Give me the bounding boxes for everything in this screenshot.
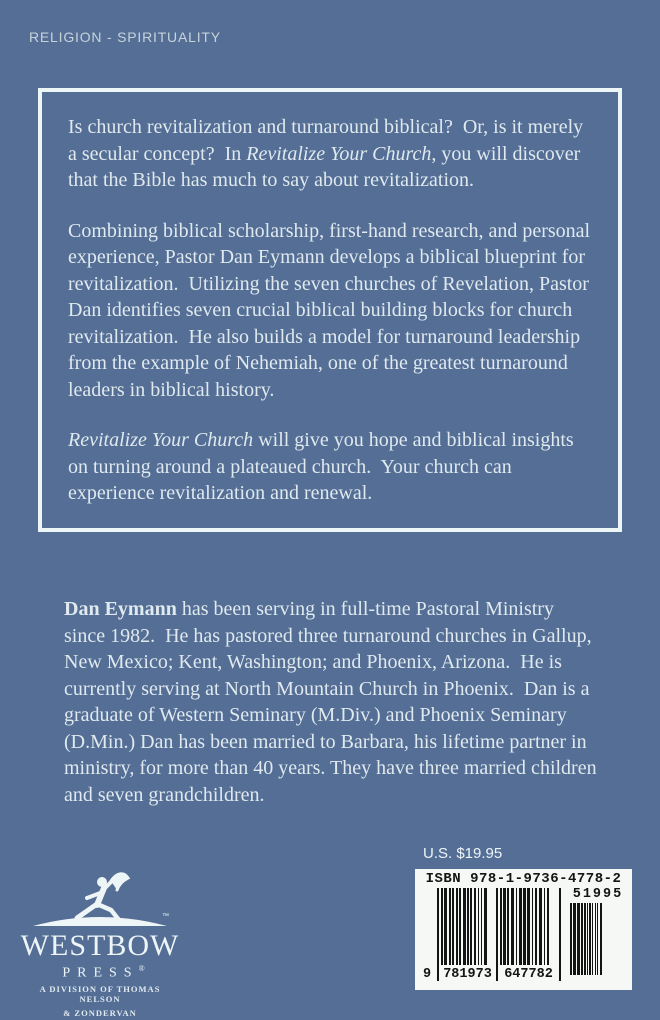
barcode-guard-left — [437, 888, 439, 981]
barcode-bars-right — [500, 888, 557, 965]
synopsis-paragraph-1: Is church revitalization and turnaround biblical? Or, is it merely a secular concept? In Revitalize Your Church, you will discover that the Bible has much to say about revitalization. — [68, 116, 589, 191]
publisher-press-label: PRESS® — [62, 964, 145, 981]
supplement-digits: 51995 — [572, 887, 624, 902]
publisher-division-line1: A DIVISION OF THOMAS NELSON — [39, 983, 161, 1005]
ean-lead-digit: 9 — [423, 967, 432, 982]
author-bio: Dan Eymann has been serving in full-time Pastoral Ministry since 1982. He has pastored three turnaround churches in Gallup, New Mexico; Kent, Washington; and Phoenix, Arizona. He is currently serving at North Mountain Church in Phoenix. Dan is a graduate of Western Seminary (M.Div.) and Phoenix Seminary (D.Min.) Dan has been married to Barbara, his lifetime partner in ministry, for more than 40 years. They have three married children and seven grandchildren. — [64, 598, 602, 806]
barcode-panel — [415, 869, 632, 990]
price-label: U.S. $19.95 — [423, 845, 503, 862]
category-label: RELIGION - SPIRITUALITY — [29, 29, 221, 45]
synopsis-box — [38, 88, 622, 532]
ean-digit-group-1: 781973 — [441, 967, 494, 982]
publisher-division-line2: & ZONDERVAN — [63, 1007, 137, 1018]
barcode-bars-left — [441, 888, 494, 965]
barcode-guard-middle — [496, 888, 498, 981]
westbow-archer-icon — [25, 868, 175, 930]
ean-barcode — [423, 888, 565, 986]
publisher-name: WESTBOW — [20, 929, 180, 962]
supplement-bars — [570, 903, 626, 975]
synopsis-paragraph-3: Revitalize Your Church will give you hope and biblical insights on turning around a plateaued church. Your church can experience revitalization and renewal. — [68, 429, 579, 504]
isbn-text: ISBN 978-1-9736-4778-2 — [425, 871, 622, 887]
tm-mark: ™ — [162, 913, 169, 920]
publisher-logo — [20, 868, 180, 1018]
synopsis-paragraph-2: Combining biblical scholarship, first-hand research, and personal experience, Pastor Dan Eymann develops a biblical blueprint for revitalization. Utilizing the seven churches of Revelation, Pastor Dan identifies seven crucial biblical building blocks for church revitalization. He also builds a model for turnaround leadership from the example of Nehemiah, one of the greatest turnaround leaders in biblical history. — [68, 219, 596, 401]
ean-digit-group-2: 647782 — [500, 967, 557, 982]
barcode-guard-right — [559, 888, 561, 981]
supplement-barcode — [568, 888, 628, 974]
registered-mark: ® — [138, 964, 145, 973]
